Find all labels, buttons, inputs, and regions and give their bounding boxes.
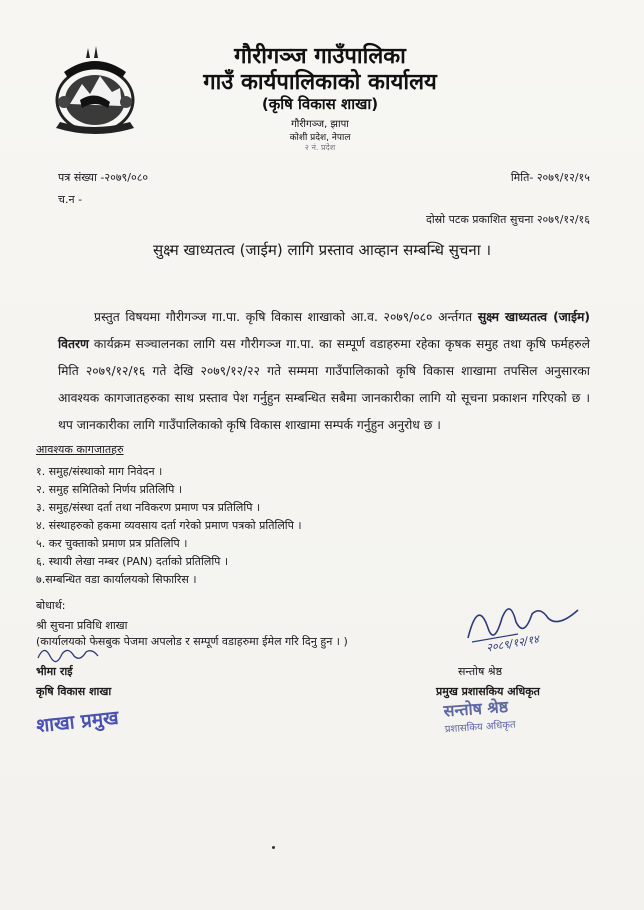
letter-date: मिति- २०७९/१२/१५ bbox=[510, 171, 590, 184]
list-item: ५. कर चुक्ताको प्रमाण प्रत्र प्रतिलिपि । bbox=[36, 537, 188, 550]
stamp-name: सन्तोष श्रेष्ठ bbox=[442, 697, 509, 721]
stamp-title: प्रशासकिय अधिकृत bbox=[444, 719, 517, 736]
list-item: ३. समुह/संस्था दर्ता तथा नविकरण प्रमाण पत्र प्रतिलिपि । bbox=[36, 501, 261, 514]
body-highlight: सुक्ष्म खाध्यतत्व (जाईम) वितरण bbox=[58, 310, 591, 351]
province-line: कोशी प्रदेश, नेपाल bbox=[289, 133, 351, 143]
office-name: गाउँ कार्यपालिकाको कार्यालय bbox=[203, 70, 437, 95]
right-signatory-title: प्रमुख प्रशासकिय अधिकृत bbox=[436, 685, 540, 698]
dispatch-number: च.न - bbox=[58, 193, 83, 206]
letter-number: पत्र संख्या -२०७९/०८० bbox=[58, 171, 149, 184]
handwritten-date: २०८९/१२/१४ bbox=[485, 632, 540, 655]
list-item: २. समुह समितिको निर्णय प्रतिलिपि । bbox=[36, 483, 183, 496]
documents-list bbox=[36, 442, 302, 589]
body-text-1: प्रस्तुत विषयमा गौरीगञ्ज गा.पा. कृषि विकास शाखाको आ.व. २०७९/०८० अर्न्तगत bbox=[94, 310, 478, 324]
documents-title: आवश्यक कागजातहरु bbox=[36, 443, 124, 456]
body-text-2: कार्यक्रम सञ्चालनका लागि यस गौरीगञ्ज गा.पा. का सम्पूर्ण वडाहरुमा रहेका कृषक समुह तथा कृषि फर्महरुले मिति २०७९/१२/१६ गते देखि २०७९/१२/२२ गते सम्ममा गाउँपालिकाको कृषि विकास शाखामा तपसिल अनुसारका आवश्यक कागजातहरुका साथ प्रस्ताव पेश गर्नुहुन सम्बन्धित सबैमा जानकारीका लागि यो सूचना प्रकाशन गरिएको छ । थप जानकारीका लागि गाउँपालिकाको कृषि विकास शाखामा सम्पर्क गर्नुहुन अनुरोध छ । bbox=[58, 337, 590, 432]
nepal-government-emblem bbox=[50, 44, 140, 136]
list-item: १. समुह/संस्थाको माग निवेदन । bbox=[36, 465, 163, 478]
left-signatory-dept: कृषि विकास शाखा bbox=[36, 685, 112, 698]
cc-label: बोधार्थ: bbox=[36, 599, 66, 612]
scan-speck bbox=[272, 846, 275, 849]
right-signatory-name: सन्तोष श्रेष्ठ bbox=[458, 665, 503, 678]
list-item: ६. स्थायी लेखा नम्बर (PAN) दर्ताको प्रतिलिपि । bbox=[36, 555, 229, 568]
cc-recipient: श्री सुचना प्रविधि शाखा bbox=[36, 619, 128, 632]
notice-subject: सुक्ष्म खाध्यतत्व (जाईम) लागि प्रस्ताव आव्हान सम्बन्धि सुचना । bbox=[152, 241, 492, 259]
municipality-name: गौरीगञ्ज गाउँपालिका bbox=[234, 44, 406, 69]
left-signatory-name: भीमा राई bbox=[36, 665, 73, 678]
faint-stamp-text: २ नं. प्रदेश bbox=[304, 143, 336, 152]
branch-name: (कृषि विकास शाखा) bbox=[261, 95, 379, 113]
address-line: गौरीगञ्ज, झापा bbox=[291, 119, 349, 130]
right-stamp bbox=[443, 695, 516, 736]
notice-body bbox=[58, 304, 590, 439]
list-item: ७.सम्बन्धित वडा कार्यालयको सिफारिस । bbox=[36, 573, 197, 586]
list-item: ४. संस्थाहरुको हकमा व्यवसाय दर्ता गरेको प्रमाण पत्रको प्रतिलिपि । bbox=[36, 519, 302, 532]
left-stamp: शाखा प्रमुख bbox=[35, 706, 120, 738]
publish-notice: दोस्रो पटक प्रकाशित सुचना २०७९/१२/१६ bbox=[425, 213, 590, 226]
cc-instruction: (कार्यालयको फेसबुक पेजमा अपलोड र सम्पूर्ण वडाहरुमा ईमेल गरि दिनु हुन । ) bbox=[36, 635, 348, 648]
